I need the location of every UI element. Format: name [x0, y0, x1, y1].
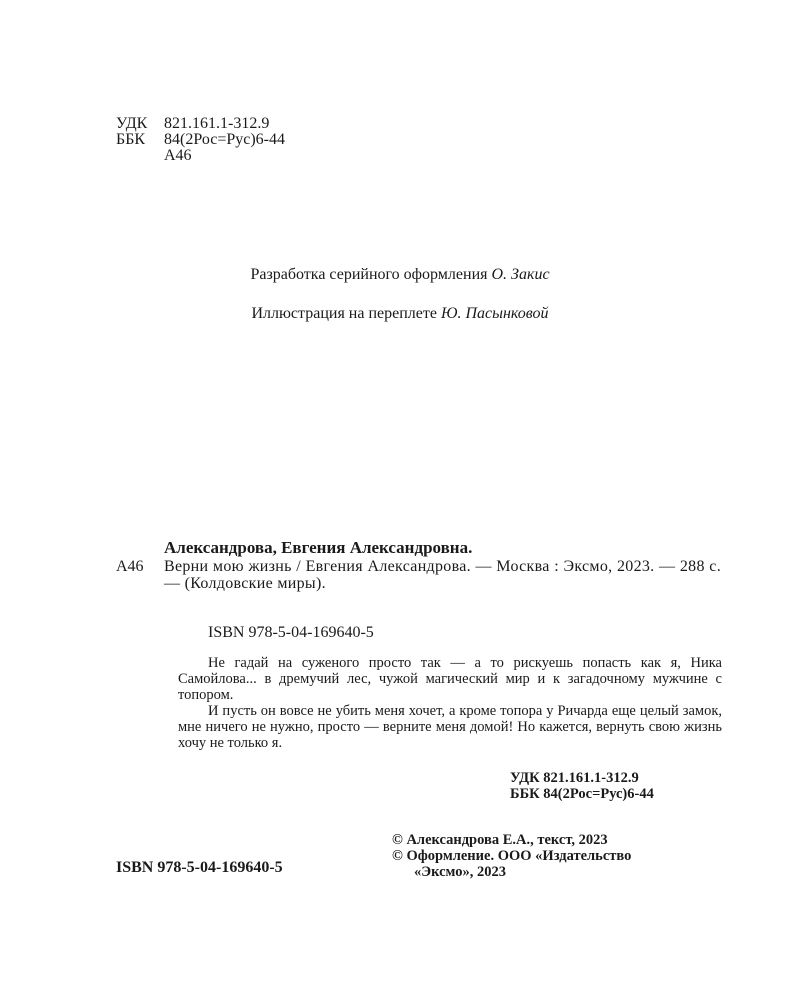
illustration-credit-text: Иллюстрация на переплете [251, 305, 437, 322]
catalog-heading: Александрова, Евгения Александровна. [164, 538, 473, 557]
illustration-credit [0, 305, 800, 323]
bibliographic-record [116, 558, 721, 592]
classification-udk: УДК 821.161.1-312.9 [510, 770, 639, 786]
copyright-line-design: © Оформление. ООО «Издательство [392, 848, 632, 864]
illustration-credit-name: Ю. Пасынковой [440, 305, 549, 322]
copyright-block [392, 832, 631, 880]
bbk-value: 84(2Рос=Рус)6-44 [164, 131, 286, 148]
catalog-description: Верни мою жизнь / Евгения Александрова. — Москва : Эксмо, 2023. — 288 с. — (Колдовские миры). [164, 558, 721, 592]
bbk-label: ББК [116, 131, 146, 148]
design-credit-text: Разработка серийного оформления [250, 266, 488, 283]
footer-isbn: ISBN 978-5-04-169640-5 [116, 859, 283, 876]
annotation [178, 655, 722, 751]
catalog-isbn: ISBN 978-5-04-169640-5 [208, 624, 374, 641]
udk-value: 821.161.1-312.9 [164, 115, 270, 132]
annotation-paragraph-1: Не гадай на суженого просто так — а то рискуешь попасть как я, Ника Самойлова... в дремучий лес, чужой магический мир и к загадочному мужчине с топором. [178, 655, 722, 703]
library-codes [116, 116, 285, 164]
copyright-line-publisher: «Эксмо», 2023 [414, 864, 506, 880]
annotation-paragraph-2: И пусть он вовсе не убить меня хочет, а кроме топора у Ричарда еще целый замок, мне ничего не нужно, просто — верните меня домой! Но кажется, вернуть свою жизнь хочу не только я. [178, 703, 722, 751]
catalog-entry [116, 538, 721, 592]
author-mark: А46 [164, 147, 192, 164]
classification-block [510, 770, 654, 802]
classification-bbk: ББК 84(2Рос=Рус)6-44 [510, 786, 654, 802]
udk-label: УДК [116, 115, 148, 132]
design-credit-name: О. Закис [491, 266, 550, 283]
bbk-line [116, 132, 285, 148]
udk-line [116, 116, 285, 132]
design-credit [0, 266, 800, 284]
copyright-line-text: © Александрова Е.А., текст, 2023 [392, 832, 608, 848]
catalog-author-mark: А46 [116, 558, 144, 575]
